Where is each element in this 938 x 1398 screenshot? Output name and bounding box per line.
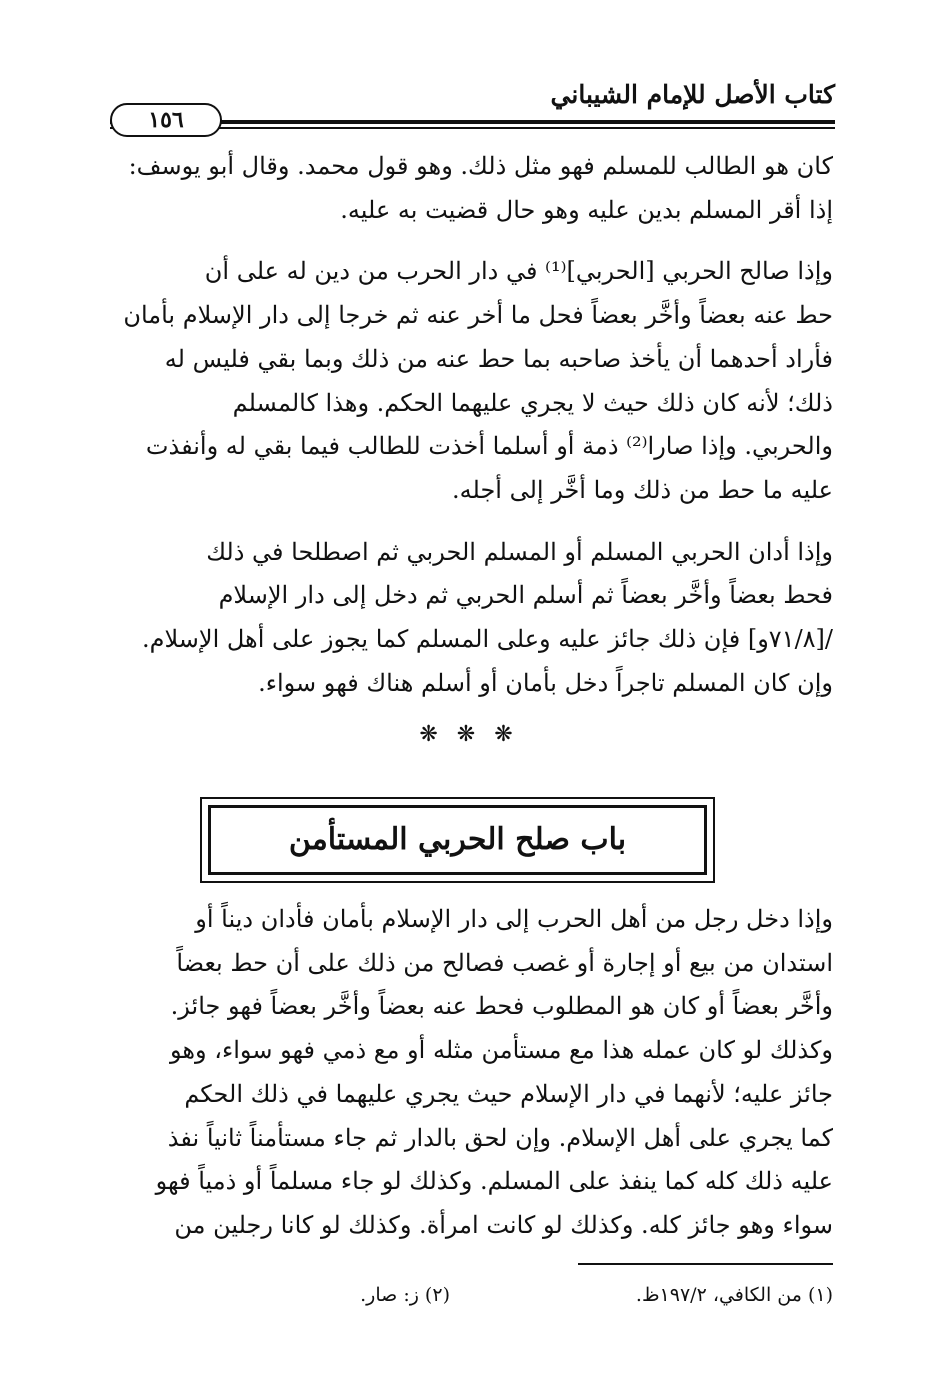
chapter-title: باب صلح الحربي المستأمن [288,822,627,857]
footnote-separator [578,1263,833,1265]
text-line: جائز عليه؛ لأنهما في دار الإسلام حيث يجري عليهما في ذلك الحكم [184,1079,833,1108]
text-line: وإن كان المسلم تاجراً دخل بأمان أو أسلم هناك فهو سواء. [258,668,833,697]
paragraph-gap [108,513,833,531]
text-line: فحط بعضاً وأخَّر بعضاً ثم أسلم الحربي ثم دخل إلى دار الإسلام [218,581,833,610]
footnote-1: (١) من الكافي، ١٩٧/٢ظ. [635,1284,833,1306]
text-line: استدان من بيع أو إجارة أو غصب فصالح من ذلك على أن حط بعضاً [176,948,833,977]
text-line: وإذا صالح الحربي [الحربي]⁽¹⁾ في دار الحرب من دين له على أن [204,257,833,286]
chapter-heading-inner-border [208,805,707,875]
paragraph-gap [108,232,833,250]
section-divider-ornament: ❋ ❋ ❋ [419,722,519,747]
text-line: ذلك؛ لأنه كان ذلك حيث لا يجري عليهما الحكم. وهذا كالمسلم [232,388,833,417]
text-line: عليه ما حط من ذلك وما أخَّر إلى أجله. [452,475,833,504]
paragraph [108,531,833,706]
text-line: وإذا أدان الحربي المسلم أو المسلم الحربي ثم اصطلحا في ذلك [206,537,833,566]
text-line: إذا أقر المسلم بدين عليه وهو حال قضيت به عليه. [340,195,833,224]
text-line: عليه ذلك كله كما ينفذ على المسلم. وكذلك لو جاء مسلماً أو ذمياً فهو [155,1167,833,1196]
footnote-2: (٢) ز: صار. [360,1284,450,1306]
text-line: كان هو الطالب للمسلم فهو مثل ذلك. وهو قول محمد. وقال أبو يوسف: [128,152,833,180]
body-text-chapter [108,898,833,1248]
text-line: وكذلك لو كان عمله هذا مع مستأمن مثله أو مع ذمي فهو سواء، وهو [169,1036,833,1065]
body-text-top [108,145,833,705]
chapter-heading-frame [200,797,715,883]
paragraph [108,250,833,512]
paragraph [108,898,833,1248]
page-number: ١٥٦ [110,103,222,137]
text-line: /[٧١/٨و] فإن ذلك جائز عليه وعلى المسلم كما يجوز على أهل الإسلام. [141,625,833,654]
text-line: حط عنه بعضاً وأخَّر بعضاً فحل ما أخر عنه ثم خرجا إلى دار الإسلام بأمان [123,301,833,330]
text-line: فأراد أحدهما أن يأخذ صاحبه بما حط عنه من ذلك وبما بقي فليس له [164,344,833,373]
paragraph [108,145,833,232]
text-line: وإذا دخل رجل من أهل الحرب إلى دار الإسلام بأمان فأدان ديناً أو [195,905,833,933]
text-line: سواء وهو جائز كله. وكذلك لو كانت امرأة. وكذلك لو كانا رجلين من [174,1210,833,1239]
text-line: كما يجري على أهل الإسلام. وإن لحق بالدار ثم جاء مستأمناً ثانياً نفذ [167,1123,833,1152]
text-line: وأخَّر بعضاً أو كان هو المطلوب فحط عنه بعضاً وأخَّر بعضاً فهو جائز. [170,992,833,1021]
text-line: والحربي. وإذا صارا⁽²⁾ ذمة أو أسلما أخذت للطالب فيما بقي له وأنفذت [145,432,833,461]
running-header [110,78,835,133]
book-title: كتاب الأصل للإمام الشيباني [550,80,835,109]
